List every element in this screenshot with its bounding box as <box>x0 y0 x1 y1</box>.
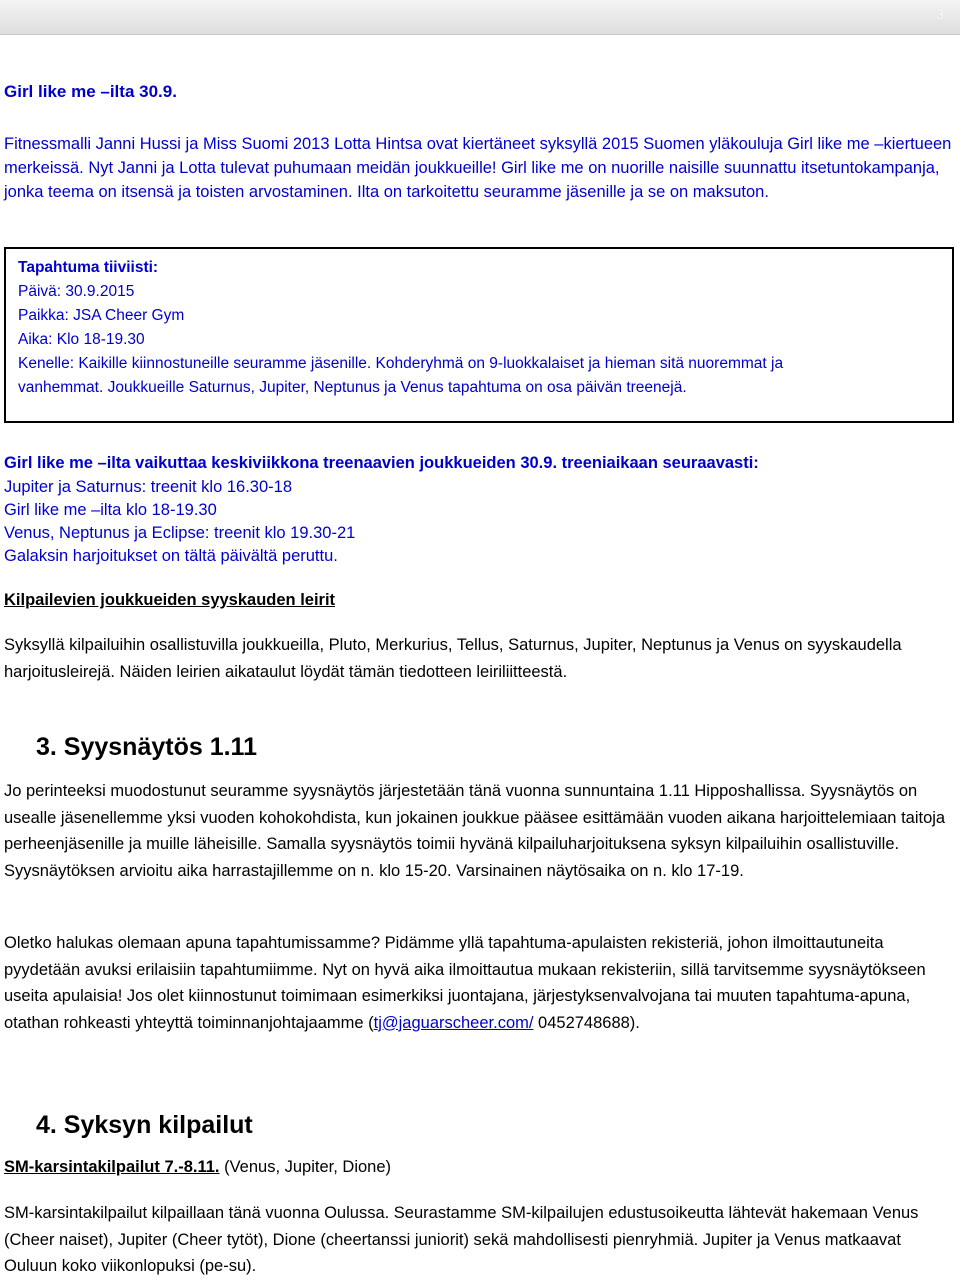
page-number: 3 <box>936 6 944 22</box>
girl-like-me-title: Girl like me –ilta 30.9. <box>4 82 177 101</box>
sm-text: SM-karsintakilpailut kilpaillaan tänä vuonna Oulussa. Seurastamme SM-kilpailujen edustusoikeutta lähtevät hakemaan Venus (Cheer naiset), Jupiter (Cheer tytöt), Dione (cheertanssi juniorit) sekä mahdollisesti pienryhmiä. Jupiter ja Venus matkaavat Ouluun koko viikonlopuksi (pe-su). <box>4 1204 919 1275</box>
schedule-line: Venus, Neptunus ja Eclipse: treenit klo 19.30-21 <box>4 524 356 542</box>
page-header <box>0 0 960 35</box>
event-summary-box <box>4 247 954 423</box>
section-4-title: 4. Syksyn kilpailut <box>36 1111 253 1139</box>
summary-place: Paikka: JSA Cheer Gym <box>18 307 185 324</box>
section-3-title: 3. Syysnäytös 1.11 <box>36 733 257 761</box>
phone-number: 0452748688). <box>533 1013 640 1032</box>
camps-title: Kilpailevien joukkueiden syyskauden leirit <box>4 591 336 609</box>
summary-audience-line1: Kenelle: Kaikille kiinnostuneille seuramme jäsenille. Kohderyhmä on 9-luokkalaiset ja hieman sitä nuoremmat ja <box>18 355 784 372</box>
section-3-para1: Jo perinteeksi muodostunut seuramme syysnäytös järjestetään tänä vuonna sunnuntaina 1.11 Hipposhallissa. Syysnäytös on usealle jäsenellemme yksi vuoden kohokohdista, kun jokainen joukkue pääsee esittämään vuoden aikana harjoittelemiaan taitoja perheenjäsenille ja muille läheisille. Samalla syysnäytös toimii hyvänä kilpailuharjoituksena syksyn kilpailuihin osallistuville. Syysnäytöksen arvioitu aika harrastajillemme on n. klo 15-20. Varsinainen näytösaika on n. klo 17-19. <box>4 782 946 880</box>
sm-title: SM-karsintakilpailut 7.-8.11. <box>4 1158 220 1176</box>
summary-time: Aika: Klo 18-19.30 <box>18 331 145 348</box>
section-3-para2 <box>4 930 954 1036</box>
sm-heading <box>4 1158 391 1177</box>
girl-like-me-intro: Fitnessmalli Janni Hussi ja Miss Suomi 2013 Lotta Hintsa ovat kiertäneet syksyllä 2015 Suomen yläkouluja Girl like me –kiertueen merkeissä. Nyt Janni ja Lotta tulevat puhumaan meidän joukkueille! Girl like me on nuorille naisille suunnattu itsetuntokampanja, jonka teema on itsensä ja toisten arvostaminen. Ilta on tarkoitettu seuramme jäsenille ja se on maksuton. <box>4 135 952 201</box>
summary-audience-line2: vanhemmat. Joukkueille Saturnus, Jupiter, Neptunus ja Venus tapahtuma on osa päivän treenejä. <box>18 379 687 396</box>
camps-text: Syksyllä kilpailuihin osallistuvilla joukkueilla, Pluto, Merkurius, Tellus, Saturnus, Jupiter, Neptunus ja Venus on syyskaudella harjoitusleirejä. Näiden leirien aikataulut löydät tämän tiedotteen leiriliitteestä. <box>4 636 902 681</box>
sm-teams: (Venus, Jupiter, Dione) <box>219 1158 392 1176</box>
email-link[interactable]: tj@jaguarscheer.com/ <box>373 1013 534 1032</box>
schedule-line: Jupiter ja Saturnus: treenit klo 16.30-18 <box>4 478 293 496</box>
schedule-line: Girl like me –ilta klo 18-19.30 <box>4 501 217 519</box>
summary-date: Päivä: 30.9.2015 <box>18 283 135 300</box>
summary-heading: Tapahtuma tiiviisti: <box>18 259 159 276</box>
schedule-intro: Girl like me –ilta vaikuttaa keskiviikkona treenaavien joukkueiden 30.9. treeniaikaan seuraavasti: <box>4 454 759 472</box>
schedule-line: Galaksin harjoitukset on tältä päivältä peruttu. <box>4 547 338 565</box>
helpers-text: Oletko halukas olemaan apuna tapahtumissamme? Pidämme yllä tapahtuma-apulaisten rekisteriä, johon ilmoittautuneita pyydetään avuksi erilaisiin tapahtumiimme. Nyt on hyvä aika ilmoittautua mukaan rekisteriin, sillä tarvitsemme syysnäytökseen useita apulaisia! Jos olet kiinnostunut toimimaan esimerkiksi juontajana, järjestyksenvalvojana tai muuten tapahtuma-apuna, otathan rohkeasti yhteyttä toiminnanjohtajaamme ( <box>4 934 926 1032</box>
